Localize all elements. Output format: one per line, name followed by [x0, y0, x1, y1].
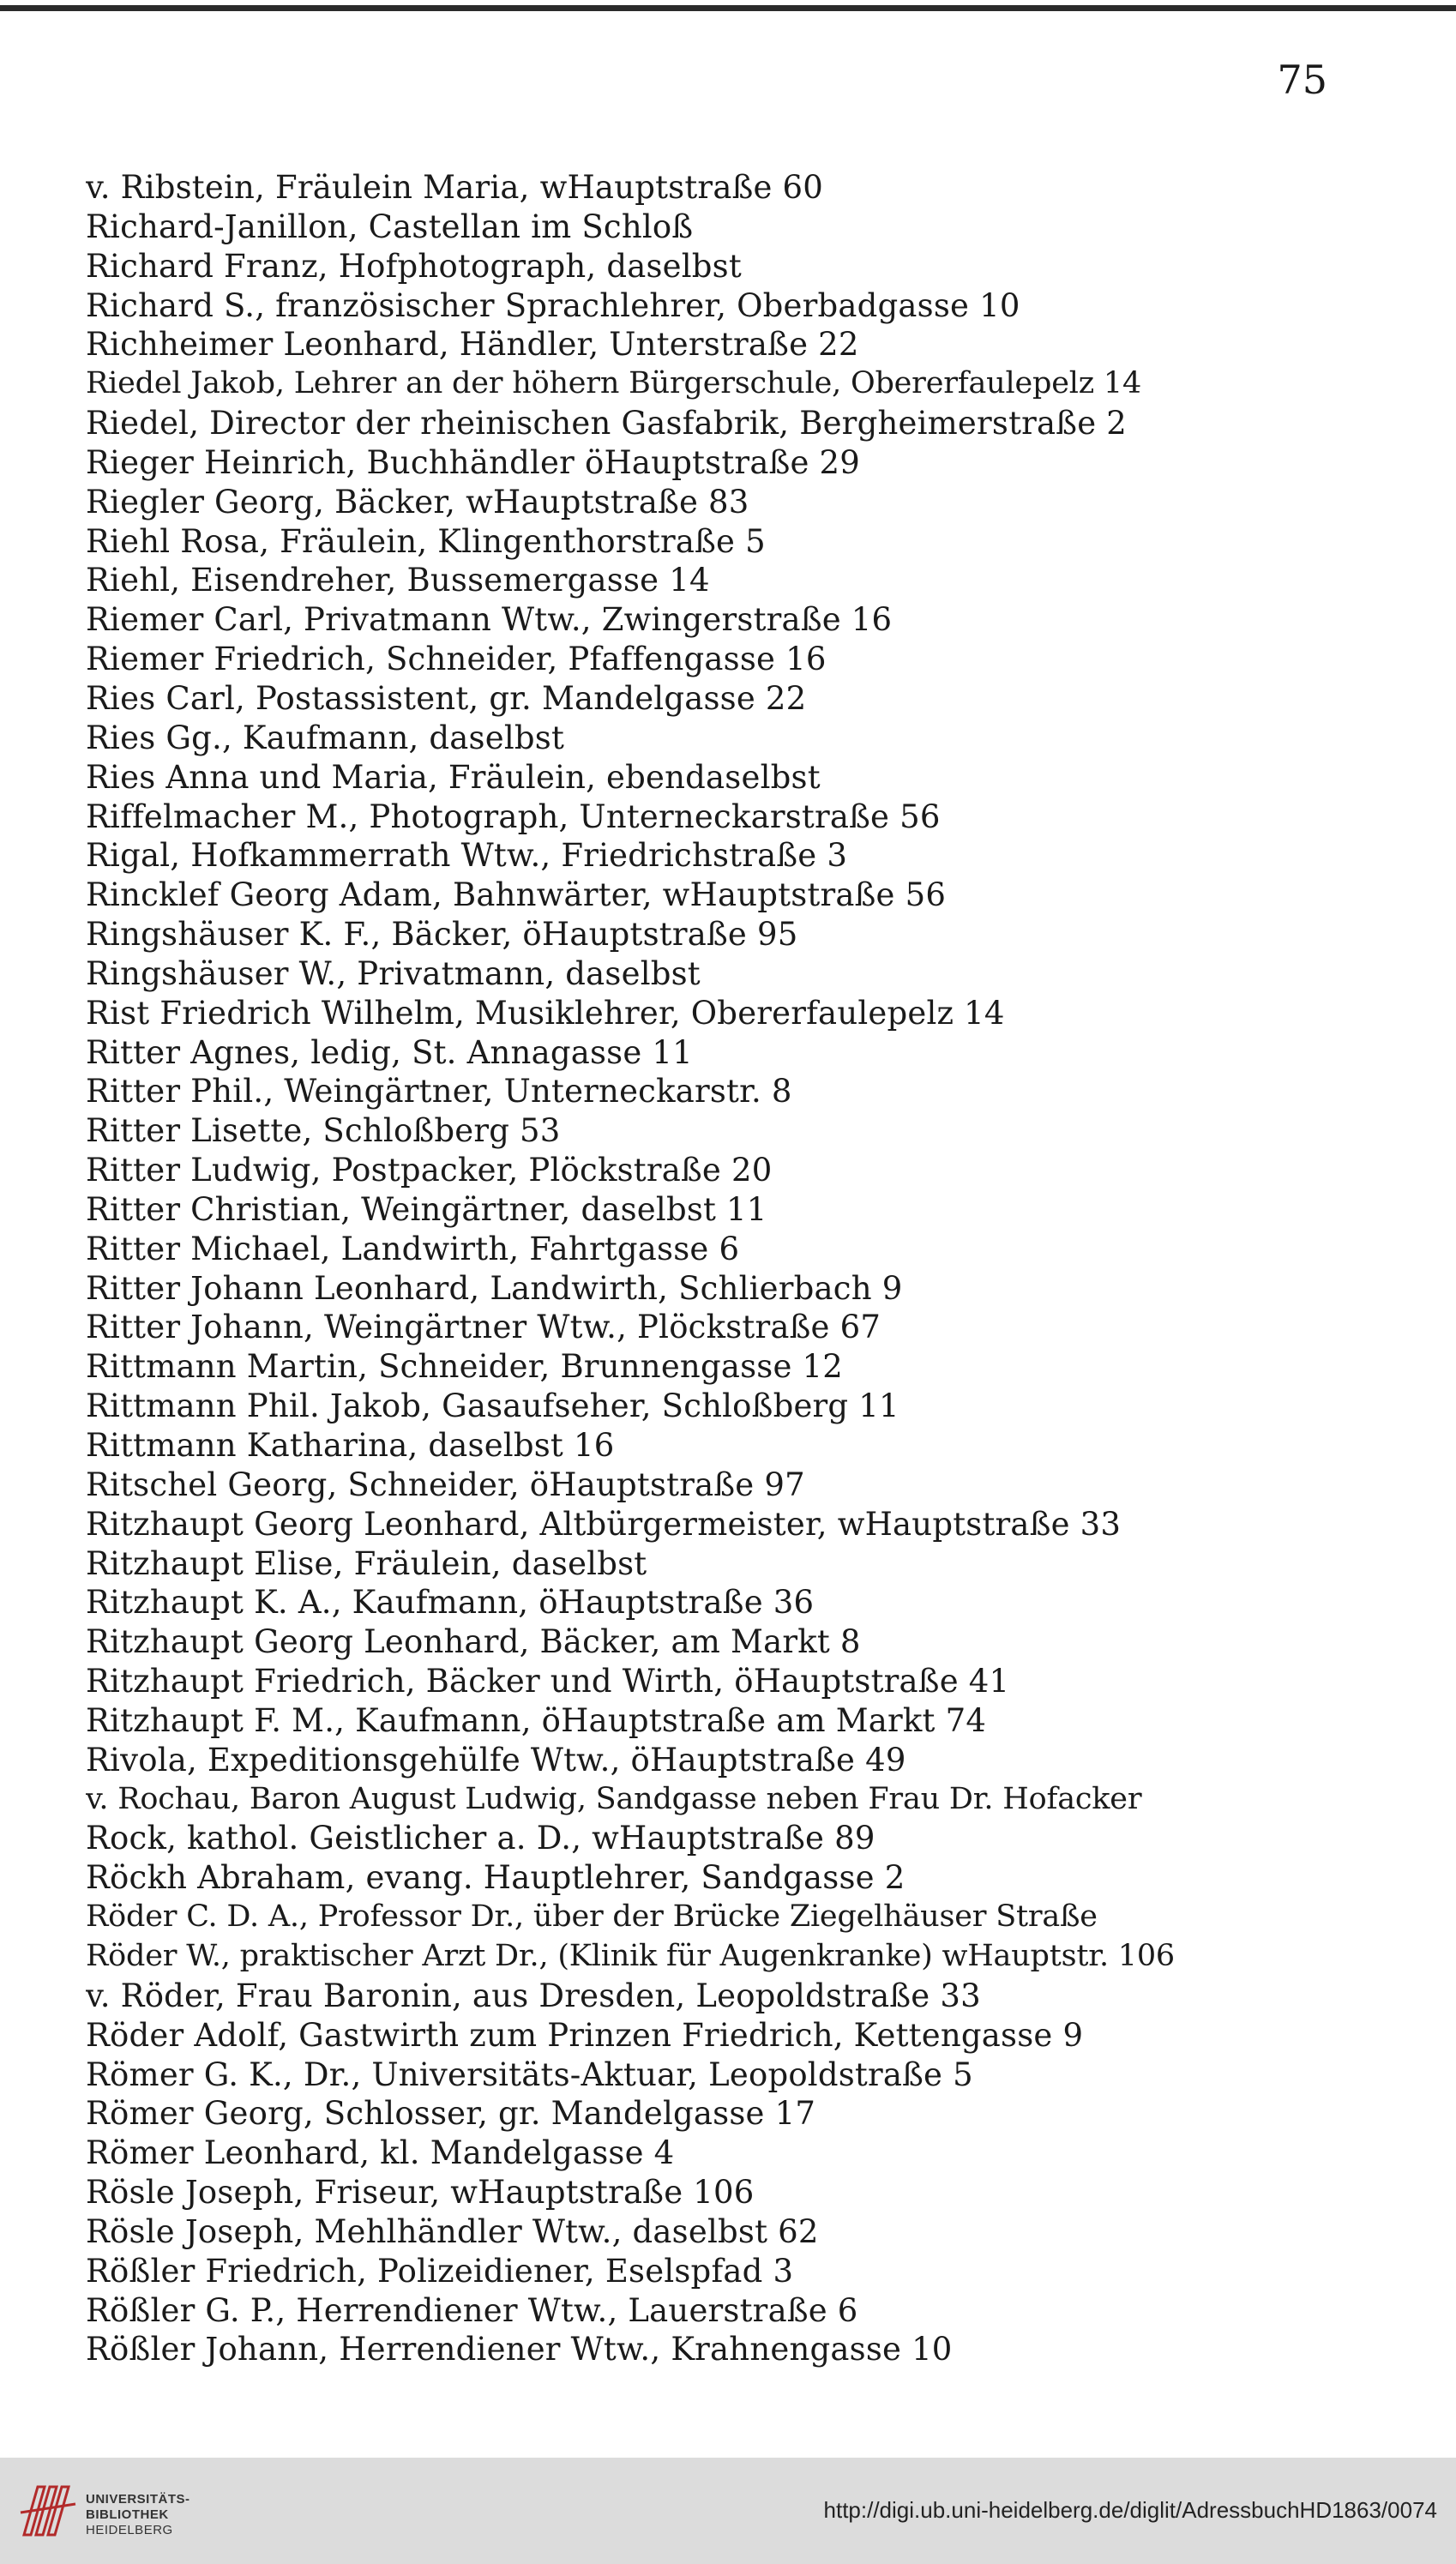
- directory-entry: Römer Leonhard, kl. Mandelgasse 4: [86, 2134, 675, 2172]
- library-name: [86, 2492, 190, 2538]
- directory-entry: Römer Georg, Schlosser, gr. Mandelgasse 17: [86, 2095, 816, 2133]
- footer-bar: [0, 2458, 1456, 2564]
- directory-entry: Ritter Phil., Weingärtner, Unterneckarstr. 8: [86, 1073, 792, 1110]
- directory-entry: Rößler G. P., Herrendiener Wtw., Lauerstraße 6: [86, 2291, 858, 2329]
- directory-entry: Ritzhaupt Georg Leonhard, Bäcker, am Markt 8: [86, 1623, 861, 1661]
- directory-entry: Ries Carl, Postassistent, gr. Mandelgasse 22: [86, 679, 807, 717]
- directory-entry: Ritzhaupt F. M., Kaufmann, öHauptstraße am Markt 74: [86, 1701, 987, 1739]
- library-name-line-1: UNIVERSITÄTS-: [86, 2492, 190, 2507]
- directory-entry: Riedel, Director der rheinischen Gasfabrik, Bergheimerstraße 2: [86, 405, 1127, 442]
- directory-entry: Riehl Rosa, Fräulein, Klingenthorstraße 5: [86, 522, 766, 560]
- source-url-link[interactable]: http://digi.ub.uni-heidelberg.de/diglit/AdressbuchHD1863/0074: [823, 2497, 1437, 2523]
- directory-entry: Ritter Michael, Landwirth, Fahrtgasse 6: [86, 1230, 740, 1267]
- directory-entry: Rivola, Expeditionsgehülfe Wtw., öHauptstraße 49: [86, 1741, 906, 1779]
- directory-entry: Rößler Johann, Herrendiener Wtw., Krahnengasse 10: [86, 2331, 953, 2368]
- directory-entry: Röder Adolf, Gastwirth zum Prinzen Friedrich, Kettengasse 9: [86, 2016, 1084, 2054]
- directory-entry: v. Ribstein, Fräulein Maria, wHauptstraße 60: [86, 169, 824, 206]
- library-name-line-2: BIBLIOTHEK: [86, 2507, 169, 2522]
- directory-entry: Riedel Jakob, Lehrer an der höhern Bürgerschule, Obererfaulepelz 14: [86, 366, 1142, 401]
- directory-entry: Rittmann Katharina, daselbst 16: [86, 1427, 615, 1464]
- directory-entry: Ritter Agnes, ledig, St. Annagasse 11: [86, 1033, 693, 1071]
- directory-entry: Ritzhaupt K. A., Kaufmann, öHauptstraße 36: [86, 1584, 815, 1622]
- library-seal-icon: [15, 2478, 81, 2543]
- directory-entry: Rösle Joseph, Friseur, wHauptstraße 106: [86, 2174, 755, 2212]
- directory-entry: v. Rochau, Baron August Ludwig, Sandgasse neben Frau Dr. Hofacker: [86, 1781, 1142, 1816]
- directory-entry: Rist Friedrich Wilhelm, Musiklehrer, Obererfaulepelz 14: [86, 994, 1005, 1032]
- directory-entry: Ritter Johann Leonhard, Landwirth, Schlierbach 9: [86, 1269, 903, 1307]
- directory-entry: Richard Franz, Hofphotograph, daselbst: [86, 247, 742, 285]
- directory-entry: Rincklef Georg Adam, Bahnwärter, wHauptstraße 56: [86, 876, 947, 914]
- directory-entry: Ritzhaupt Elise, Fräulein, daselbst: [86, 1544, 647, 1582]
- directory-entry: Ritzhaupt Friedrich, Bäcker und Wirth, öHauptstraße 41: [86, 1663, 1010, 1700]
- directory-entry: Rittmann Martin, Schneider, Brunnengasse 12: [86, 1348, 844, 1386]
- directory-entry: v. Röder, Frau Baronin, aus Dresden, Leopoldstraße 33: [86, 1977, 981, 2014]
- directory-entries: [86, 168, 1372, 2369]
- directory-entry: Ritschel Georg, Schneider, öHauptstraße 97: [86, 1466, 805, 1503]
- directory-entry: Richheimer Leonhard, Händler, Unterstraße 22: [86, 326, 859, 364]
- directory-entry: Röder W., praktischer Arzt Dr., (Klinik für Augenkranke) wHauptstr. 106: [86, 1938, 1175, 1973]
- directory-entry: Röckh Abraham, evang. Hauptlehrer, Sandgasse 2: [86, 1859, 905, 1897]
- page-number: 75: [1277, 57, 1327, 103]
- directory-entry: Rösle Joseph, Mehlhändler Wtw., daselbst 62: [86, 2212, 819, 2250]
- directory-entry: Rößler Friedrich, Polizeidiener, Eselspfad 3: [86, 2252, 794, 2290]
- directory-entry: Riemer Carl, Privatmann Wtw., Zwingerstraße 16: [86, 601, 893, 639]
- directory-entry: Ries Gg., Kaufmann, daselbst: [86, 719, 565, 756]
- directory-entry: Ringshäuser W., Privatmann, daselbst: [86, 954, 701, 992]
- directory-entry: Riehl, Eisendreher, Bussemergasse 14: [86, 562, 710, 599]
- directory-entry: Römer G. K., Dr., Universitäts-Aktuar, Leopoldstraße 5: [86, 2055, 973, 2093]
- directory-entry: Ritter Christian, Weingärtner, daselbst 11: [86, 1190, 767, 1228]
- directory-entry: Ritzhaupt Georg Leonhard, Altbürgermeister, wHauptstraße 33: [86, 1505, 1122, 1543]
- directory-entry: Ries Anna und Maria, Fräulein, ebendaselbst: [86, 758, 821, 796]
- library-name-line-3: HEIDELBERG: [86, 2523, 173, 2537]
- directory-entry: Riegler Georg, Bäcker, wHauptstraße 83: [86, 483, 749, 521]
- directory-entry: Rieger Heinrich, Buchhändler öHauptstraße 29: [86, 443, 861, 481]
- directory-entry: Richard-Janillon, Castellan im Schloß: [86, 208, 694, 245]
- directory-entry: Ritter Lisette, Schloßberg 53: [86, 1112, 561, 1150]
- directory-entry: Ringshäuser K. F., Bäcker, öHauptstraße 95: [86, 916, 798, 954]
- directory-entry: Rittmann Phil. Jakob, Gasaufseher, Schloßberg 11: [86, 1387, 899, 1425]
- directory-entry: Röder C. D. A., Professor Dr., über der Brücke Ziegelhäuser Straße: [86, 1899, 1098, 1935]
- directory-entry: Ritter Ludwig, Postpacker, Plöckstraße 20: [86, 1152, 773, 1189]
- directory-entry: Ritter Johann, Weingärtner Wtw., Plöckstraße 67: [86, 1309, 881, 1346]
- directory-entry: Riemer Friedrich, Schneider, Pfaffengasse 16: [86, 641, 827, 678]
- directory-entry: Rigal, Hofkammerrath Wtw., Friedrichstraße 3: [86, 837, 848, 875]
- directory-entry: Riffelmacher M., Photograph, Unterneckarstraße 56: [86, 797, 941, 835]
- top-border-rule: [0, 0, 1456, 14]
- directory-entry: Rock, kathol. Geistlicher a. D., wHauptstraße 89: [86, 1820, 875, 1857]
- directory-entry: Richard S., französischer Sprachlehrer, Oberbadgasse 10: [86, 286, 1020, 324]
